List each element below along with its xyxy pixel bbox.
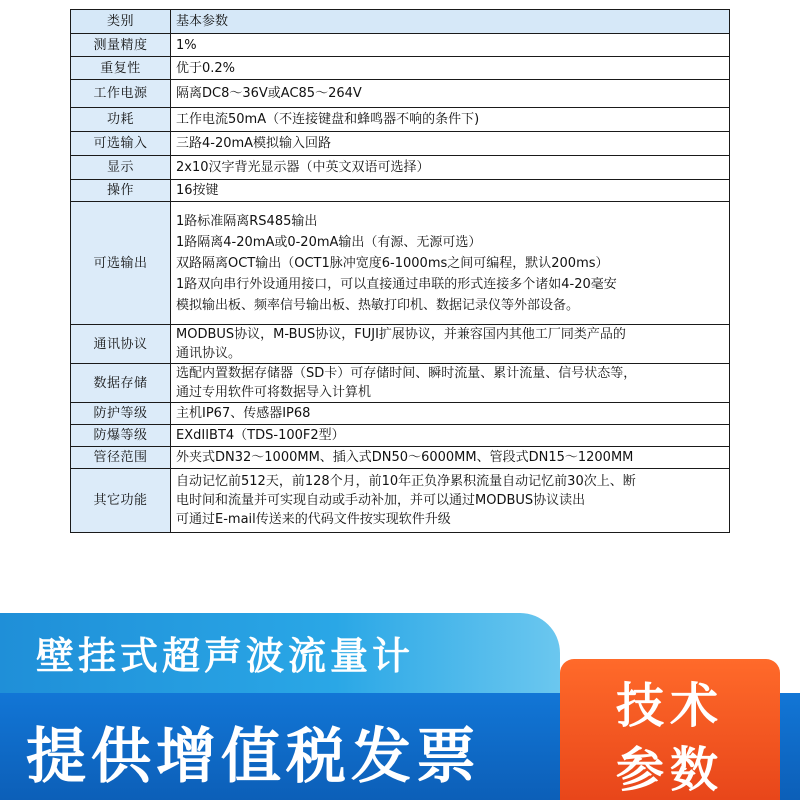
table-row bbox=[71, 132, 730, 156]
row-category: 通讯协议 bbox=[71, 325, 171, 364]
table-header-row bbox=[71, 10, 730, 34]
value-line: 三路4-20mA模拟输入回路 bbox=[176, 136, 332, 151]
value-line: 电时间和流量并可实现自动或手动补加，并可以通过MODBUS协议读出 bbox=[176, 493, 586, 508]
value-line: 外夹式DN32～1000MM、插入式DN50～6000MM、管段式DN15～1200MM bbox=[176, 450, 634, 465]
row-category: 管径范围 bbox=[71, 447, 171, 469]
value-line: 1路双向串行外设通用接口，可以直接通过串联的形式连接多个诸如4-20毫安 bbox=[176, 276, 617, 292]
value-line: 通过专用软件可将数据导入计算机 bbox=[176, 385, 372, 400]
row-value bbox=[171, 80, 730, 108]
row-category: 数据存储 bbox=[71, 364, 171, 403]
value-line: 1路标准隔离RS485输出 bbox=[176, 213, 318, 229]
value-line: EXdIIBT4（TDS-100F2型） bbox=[176, 428, 345, 443]
row-category: 测量精度 bbox=[71, 34, 171, 57]
table-row bbox=[71, 80, 730, 108]
table-row bbox=[71, 156, 730, 180]
spec-table bbox=[70, 9, 730, 533]
value-line: 双路隔离OCT输出（OCT1脉冲宽度6-1000ms之间可编程，默认200ms） bbox=[176, 255, 609, 271]
row-value bbox=[171, 180, 730, 202]
value-line: 可通过E-mail传送来的代码文件按实现软件升级 bbox=[176, 512, 451, 527]
tech-params-badge bbox=[560, 659, 780, 800]
row-value bbox=[171, 132, 730, 156]
value-line: 通讯协议。 bbox=[176, 346, 242, 361]
value-line: 主机IP67、传感器IP68 bbox=[176, 406, 311, 421]
table-row bbox=[71, 469, 730, 533]
spec-table-body bbox=[71, 10, 730, 533]
table-row bbox=[71, 108, 730, 132]
row-category: 可选输出 bbox=[71, 202, 171, 325]
banner-top-strip bbox=[0, 613, 560, 693]
header-value: 基本参数 bbox=[171, 10, 730, 34]
row-value bbox=[171, 156, 730, 180]
row-value bbox=[171, 447, 730, 469]
row-value bbox=[171, 469, 730, 533]
table-row bbox=[71, 403, 730, 425]
table-row bbox=[71, 364, 730, 403]
row-value bbox=[171, 57, 730, 80]
table-row bbox=[71, 325, 730, 364]
value-line: 选配内置数据存储器（SD卡）可存储时间、瞬时流量、累计流量、信号状态等， bbox=[176, 366, 637, 381]
badge-line-1: 技术 bbox=[615, 678, 724, 734]
value-line: 隔离DC8～36V或AC85～264V bbox=[176, 86, 362, 101]
row-category: 可选输入 bbox=[71, 132, 171, 156]
product-name: 壁挂式超声波流量计 bbox=[36, 634, 415, 678]
header-category: 类别 bbox=[71, 10, 171, 34]
row-category: 工作电源 bbox=[71, 80, 171, 108]
value-line: 自动记忆前512天，前128个月，前10年正负净累积流量自动记忆前30次上、断 bbox=[176, 474, 636, 489]
promo-banner bbox=[0, 613, 800, 800]
value-line: 16按键 bbox=[176, 183, 219, 198]
value-line: 模拟输出板、频率信号输出板、热敏打印机、数据记录仪等外部设备。 bbox=[176, 297, 580, 313]
row-value bbox=[171, 202, 730, 325]
value-line: 优于0.2% bbox=[176, 60, 236, 76]
table-row bbox=[71, 202, 730, 325]
badge-line-2: 参数 bbox=[615, 742, 724, 798]
value-line: MODBUS协议，M-BUS协议，FUJI扩展协议，并兼容国内其他工厂同类产品的 bbox=[176, 327, 626, 342]
row-value bbox=[171, 425, 730, 447]
row-value bbox=[171, 108, 730, 132]
value-line: 工作电流50mA（不连接键盘和蜂鸣器不响的条件下) bbox=[176, 112, 480, 127]
invoice-text: 提供增值税发票 bbox=[26, 722, 481, 792]
row-category: 操作 bbox=[71, 180, 171, 202]
row-category: 显示 bbox=[71, 156, 171, 180]
row-category: 防护等级 bbox=[71, 403, 171, 425]
value-line: 1% bbox=[176, 37, 197, 53]
table-row bbox=[71, 34, 730, 57]
value-line: 1路隔离4-20mA或0-20mA输出（有源、无源可选） bbox=[176, 234, 482, 250]
row-category: 功耗 bbox=[71, 108, 171, 132]
row-value bbox=[171, 403, 730, 425]
value-line: 2x10汉字背光显示器（中英文双语可选择） bbox=[176, 160, 430, 175]
row-category: 防爆等级 bbox=[71, 425, 171, 447]
table-row bbox=[71, 447, 730, 469]
table-row bbox=[71, 425, 730, 447]
table-row bbox=[71, 180, 730, 202]
row-category: 其它功能 bbox=[71, 469, 171, 533]
row-value bbox=[171, 364, 730, 403]
table-row bbox=[71, 57, 730, 80]
row-value bbox=[171, 325, 730, 364]
row-category: 重复性 bbox=[71, 57, 171, 80]
row-value bbox=[171, 34, 730, 57]
